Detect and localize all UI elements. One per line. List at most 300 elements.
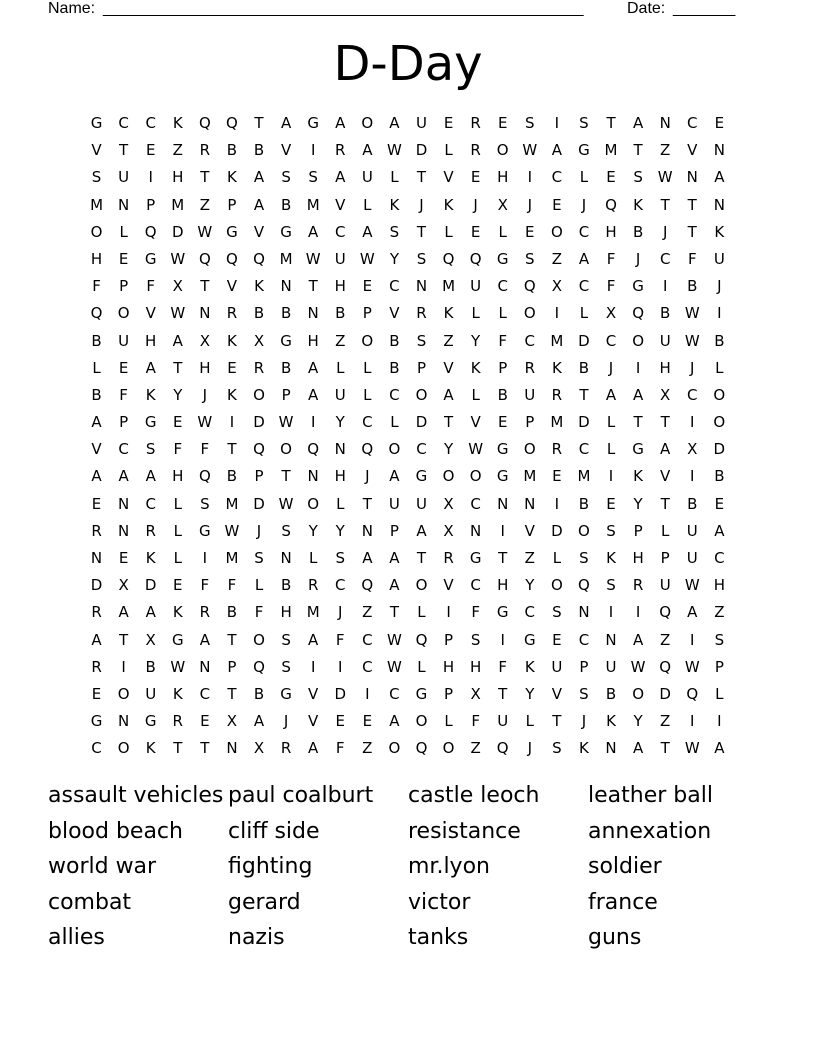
- grid-letter: W: [386, 630, 402, 649]
- grid-letter: B: [389, 331, 400, 350]
- word-list-item: blood beach: [48, 818, 183, 844]
- grid-letter: O: [632, 684, 644, 703]
- grid-letter: B: [145, 657, 156, 676]
- grid-letter: S: [145, 440, 156, 459]
- grid-letter: R: [443, 549, 454, 567]
- grid-letter: W: [197, 413, 213, 432]
- grid-letter: W: [468, 440, 484, 459]
- grid-letter: S: [416, 331, 427, 350]
- grid-letter: D: [253, 494, 265, 513]
- grid-letter: J: [608, 358, 614, 377]
- grid-letter: S: [552, 739, 562, 758]
- grid-letter: M: [442, 277, 456, 296]
- grid-letter: T: [552, 712, 562, 731]
- grid-letter: F: [335, 739, 345, 758]
- grid-letter: F: [173, 440, 183, 459]
- grid-letter: I: [148, 168, 153, 187]
- grid-letter: Y: [335, 413, 345, 432]
- grid-letter: L: [363, 358, 372, 377]
- grid-letter: K: [633, 467, 644, 486]
- grid-letter: T: [633, 141, 643, 160]
- grid-letter: J: [662, 222, 668, 241]
- grid-letter: I: [527, 168, 532, 187]
- grid-letter: F: [606, 249, 616, 268]
- grid-letter: R: [91, 657, 102, 676]
- grid-letter: S: [606, 576, 616, 595]
- grid-letter: W: [684, 331, 700, 350]
- grid-letter: N: [118, 521, 130, 540]
- grid-letter: X: [253, 331, 265, 350]
- grid-letter: K: [145, 739, 156, 758]
- grid-letter: O: [550, 222, 563, 241]
- grid-letter: T: [227, 630, 237, 649]
- grid-letter: O: [117, 304, 130, 323]
- grid-letter: B: [226, 467, 238, 486]
- grid-letter: B: [253, 304, 265, 323]
- grid-letter: C: [470, 494, 481, 513]
- grid-letter: G: [496, 440, 509, 459]
- grid-letter: R: [91, 603, 102, 622]
- grid-letter: V: [389, 304, 400, 323]
- grid-letter: U: [713, 249, 725, 268]
- grid-letter: U: [524, 385, 536, 404]
- grid-letter: A: [145, 603, 156, 622]
- grid-letter: U: [118, 168, 130, 187]
- grid-letter: B: [226, 603, 238, 622]
- grid-letter: P: [227, 657, 237, 676]
- grid-row: [83, 681, 733, 708]
- grid-letter: X: [551, 277, 562, 296]
- grid-letter: O: [523, 440, 536, 459]
- grid-row: [83, 491, 733, 518]
- grid-letter: H: [469, 657, 482, 676]
- word-list-item: resistance: [408, 818, 521, 844]
- grid-letter: O: [388, 739, 401, 758]
- grid-letter: E: [525, 222, 535, 241]
- grid-letter: T: [660, 195, 670, 214]
- grid-letter: O: [280, 440, 292, 459]
- grid-letter: V: [443, 168, 454, 187]
- grid-letter: R: [335, 141, 346, 160]
- grid-letter: N: [686, 168, 698, 187]
- grid-letter: L: [417, 657, 426, 676]
- grid-letter: G: [496, 603, 509, 622]
- grid-letter: B: [91, 331, 102, 350]
- grid-letter: N: [280, 549, 292, 567]
- date-blank-line: _______: [673, 0, 736, 17]
- grid-letter: I: [310, 413, 316, 432]
- grid-letter: C: [497, 277, 508, 296]
- grid-letter: Y: [525, 576, 535, 595]
- grid-letter: M: [306, 195, 320, 214]
- grid-letter: T: [579, 385, 589, 404]
- grid-letter: T: [687, 195, 697, 214]
- grid-letter: G: [415, 467, 428, 486]
- grid-letter: G: [496, 467, 509, 486]
- grid-letter: B: [632, 222, 644, 241]
- grid-letter: K: [145, 549, 156, 567]
- grid-letter: C: [687, 385, 698, 404]
- grid-letter: U: [686, 521, 698, 540]
- grid-letter: N: [605, 739, 617, 758]
- grid-letter: A: [308, 222, 319, 241]
- word-list-item: mr.lyon: [408, 854, 490, 879]
- grid-letter: O: [253, 385, 265, 404]
- grid-letter: F: [92, 277, 101, 296]
- grid-letter: C: [578, 277, 590, 296]
- grid-letter: S: [714, 630, 725, 649]
- grid-letter: O: [632, 331, 644, 350]
- grid-row: [83, 654, 733, 681]
- grid-letter: I: [338, 657, 343, 676]
- grid-letter: M: [171, 195, 185, 214]
- grid-letter: Q: [442, 249, 455, 268]
- grid-letter: O: [523, 304, 536, 323]
- grid-letter: S: [281, 657, 291, 676]
- grid-letter: W: [386, 657, 402, 676]
- grid-letter: O: [415, 712, 428, 731]
- word-list-item: nazis: [228, 925, 285, 950]
- grid-letter: Y: [525, 684, 535, 703]
- grid-letter: E: [173, 413, 183, 432]
- grid-letter: K: [227, 385, 237, 404]
- grid-row: [83, 328, 733, 355]
- grid-letter: M: [225, 494, 239, 513]
- grid-letter: B: [91, 385, 102, 404]
- grid-letter: Y: [633, 712, 643, 731]
- grid-letter: T: [200, 277, 210, 296]
- grid-letter: D: [551, 521, 563, 540]
- grid-letter: V: [308, 684, 319, 703]
- grid-letter: P: [579, 657, 589, 676]
- grid-letter: H: [442, 657, 455, 676]
- grid-letter: S: [579, 684, 589, 703]
- grid-letter: Q: [253, 249, 265, 268]
- grid-letter: R: [551, 440, 563, 459]
- grid-letter: T: [227, 684, 237, 703]
- grid-letter: T: [200, 168, 210, 187]
- grid-letter: I: [690, 630, 695, 649]
- grid-letter: I: [690, 712, 695, 731]
- grid-letter: J: [581, 712, 587, 731]
- word-list-item: tanks: [408, 925, 469, 950]
- grid-letter: Q: [415, 630, 428, 649]
- grid-letter: V: [687, 141, 698, 160]
- grid-row: [83, 627, 733, 654]
- grid-letter: P: [660, 549, 670, 567]
- grid-letter: I: [365, 684, 370, 703]
- grid-letter: F: [687, 249, 697, 268]
- grid-letter: J: [256, 521, 262, 540]
- grid-letter: K: [470, 358, 481, 377]
- grid-letter: F: [498, 331, 508, 350]
- grid-letter: X: [145, 630, 156, 649]
- grid-letter: W: [170, 249, 186, 268]
- grid-letter: S: [552, 603, 562, 622]
- grid-letter: E: [145, 141, 156, 160]
- grid-letter: Q: [605, 195, 617, 214]
- grid-letter: J: [202, 385, 208, 404]
- date-label: Date:: [627, 0, 666, 17]
- grid-letter: S: [633, 168, 643, 187]
- grid-letter: I: [310, 657, 316, 676]
- grid-letter: C: [389, 385, 400, 404]
- grid-letter: K: [227, 331, 237, 350]
- grid-letter: V: [308, 712, 319, 731]
- word-list-item: soldier: [588, 854, 662, 879]
- grid-letter: W: [684, 657, 700, 676]
- grid-letter: R: [199, 141, 211, 160]
- grid-letter: S: [525, 249, 535, 268]
- grid-letter: A: [362, 222, 373, 241]
- grid-letter: A: [91, 413, 102, 432]
- grid-letter: R: [470, 114, 481, 132]
- grid-letter: A: [145, 467, 156, 486]
- grid-row: [83, 110, 733, 137]
- grid-letter: B: [687, 277, 698, 296]
- grid-letter: R: [145, 521, 156, 540]
- grid-letter: P: [281, 385, 291, 404]
- name-date-header: [48, 0, 748, 20]
- grid-letter: B: [389, 358, 400, 377]
- grid-letter: Z: [660, 630, 671, 649]
- grid-letter: Z: [660, 712, 671, 731]
- grid-letter: G: [469, 549, 482, 567]
- grid-letter: A: [362, 549, 373, 567]
- grid-letter: G: [523, 630, 536, 649]
- grid-letter: E: [606, 168, 616, 187]
- grid-letter: V: [470, 413, 481, 432]
- grid-letter: Y: [633, 494, 643, 513]
- grid-letter: M: [523, 467, 537, 486]
- grid-letter: J: [527, 195, 532, 214]
- grid-letter: U: [605, 657, 617, 676]
- grid-letter: N: [199, 657, 211, 676]
- grid-letter: L: [606, 440, 616, 459]
- word-list-item: victor: [408, 889, 471, 915]
- grid-letter: I: [554, 494, 560, 513]
- grid-letter: H: [713, 576, 725, 595]
- grid-letter: X: [605, 304, 617, 323]
- word-list-item: gerard: [228, 889, 301, 915]
- grid-letter: T: [660, 494, 670, 513]
- grid-letter: S: [579, 549, 589, 567]
- grid-letter: G: [171, 630, 184, 649]
- page-title: D-Day: [333, 36, 483, 92]
- grid-letter: I: [608, 467, 614, 486]
- grid-letter: A: [660, 440, 671, 459]
- grid-letter: C: [91, 739, 102, 758]
- letter-grid: [83, 110, 733, 763]
- grid-letter: N: [280, 277, 292, 296]
- grid-letter: I: [500, 630, 505, 649]
- grid-row: [83, 273, 733, 300]
- grid-letter: O: [713, 413, 726, 432]
- grid-letter: K: [172, 684, 183, 703]
- grid-letter: W: [657, 168, 673, 187]
- grid-letter: A: [253, 195, 265, 214]
- grid-letter: U: [334, 385, 346, 404]
- grid-letter: J: [635, 249, 641, 268]
- grid-letter: Z: [443, 331, 454, 350]
- grid-row: [83, 300, 733, 327]
- grid-letter: C: [118, 440, 129, 459]
- grid-letter: X: [497, 195, 508, 214]
- grid-letter: J: [527, 739, 532, 758]
- grid-letter: R: [253, 358, 265, 377]
- grid-letter: H: [334, 467, 346, 486]
- grid-letter: W: [224, 521, 240, 540]
- grid-letter: L: [308, 549, 318, 567]
- grid-letter: N: [307, 467, 319, 486]
- grid-letter: G: [144, 413, 157, 432]
- grid-letter: P: [714, 657, 724, 676]
- grid-letter: L: [471, 385, 480, 404]
- grid-letter: R: [280, 739, 292, 758]
- grid-letter: K: [606, 712, 616, 731]
- word-list-item: castle leoch: [408, 783, 540, 808]
- grid-letter: P: [498, 358, 508, 377]
- grid-letter: A: [253, 712, 265, 731]
- grid-row: [83, 735, 733, 762]
- grid-letter: C: [389, 684, 400, 703]
- grid-letter: I: [635, 603, 641, 622]
- grid-letter: M: [550, 331, 564, 350]
- grid-letter: E: [470, 168, 481, 187]
- grid-letter: C: [524, 331, 536, 350]
- grid-letter: A: [714, 521, 725, 540]
- grid-letter: Y: [471, 331, 481, 350]
- grid-letter: A: [91, 467, 102, 486]
- grid-letter: Q: [496, 739, 509, 758]
- grid-letter: G: [307, 114, 319, 132]
- grid-letter: I: [446, 603, 451, 622]
- grid-letter: P: [119, 413, 129, 432]
- word-list-item: paul coalburt: [228, 783, 374, 808]
- grid-letter: J: [581, 195, 587, 214]
- grid-letter: C: [362, 413, 373, 432]
- grid-letter: E: [173, 576, 183, 595]
- grid-letter: Q: [361, 440, 374, 459]
- grid-letter: T: [416, 549, 427, 567]
- grid-letter: J: [419, 195, 424, 214]
- grid-letter: J: [365, 467, 370, 486]
- grid-letter: A: [172, 331, 183, 350]
- grid-letter: H: [199, 358, 211, 377]
- grid-letter: C: [416, 440, 427, 459]
- grid-letter: R: [551, 385, 563, 404]
- grid-letter: T: [498, 684, 508, 703]
- grid-letter: W: [684, 739, 700, 758]
- grid-letter: G: [578, 141, 590, 160]
- grid-letter: N: [199, 304, 211, 323]
- grid-letter: B: [280, 304, 292, 323]
- grid-letter: Z: [335, 331, 346, 350]
- grid-letter: Q: [415, 739, 428, 758]
- grid-letter: I: [554, 304, 560, 323]
- grid-letter: U: [686, 549, 698, 567]
- grid-letter: Z: [714, 603, 725, 622]
- name-label: Name:: [48, 0, 96, 17]
- grid-letter: U: [470, 277, 482, 296]
- grid-letter: E: [227, 358, 237, 377]
- grid-letter: N: [470, 521, 482, 540]
- grid-letter: L: [417, 603, 426, 622]
- grid-letter: Q: [361, 576, 374, 595]
- grid-letter: X: [199, 331, 210, 350]
- grid-letter: S: [281, 168, 291, 187]
- grid-letter: X: [443, 521, 454, 540]
- grid-letter: A: [335, 168, 346, 187]
- grid-letter: C: [714, 549, 725, 567]
- grid-letter: G: [496, 249, 509, 268]
- grid-letter: H: [659, 358, 671, 377]
- grid-letter: I: [662, 277, 668, 296]
- grid-letter: E: [606, 494, 616, 513]
- grid-letter: B: [687, 494, 698, 513]
- grid-letter: E: [118, 549, 129, 567]
- grid-letter: S: [281, 521, 291, 540]
- grid-letter: K: [579, 739, 589, 758]
- grid-letter: G: [632, 440, 644, 459]
- grid-letter: S: [579, 114, 589, 132]
- grid-letter: P: [416, 358, 426, 377]
- grid-letter: V: [280, 141, 292, 160]
- grid-letter: N: [118, 494, 130, 513]
- grid-letter: T: [281, 467, 291, 486]
- grid-letter: O: [361, 331, 374, 350]
- grid-letter: M: [90, 195, 104, 214]
- word-list-item: combat: [48, 889, 132, 915]
- grid-letter: E: [714, 114, 725, 132]
- grid-letter: B: [578, 358, 590, 377]
- grid-letter: B: [497, 385, 508, 404]
- grid-letter: L: [444, 712, 453, 731]
- grid-letter: R: [524, 358, 535, 377]
- grid-letter: W: [630, 657, 646, 676]
- grid-letter: G: [226, 222, 238, 241]
- grid-letter: A: [605, 385, 617, 404]
- grid-letter: P: [362, 304, 372, 323]
- grid-letter: E: [443, 114, 454, 132]
- grid-letter: K: [443, 304, 454, 323]
- grid-letter: F: [119, 385, 128, 404]
- grid-letter: O: [307, 494, 320, 513]
- grid-letter: I: [121, 657, 126, 676]
- grid-letter: H: [172, 467, 184, 486]
- grid-letter: T: [606, 114, 616, 132]
- grid-letter: Q: [198, 467, 211, 486]
- grid-letter: D: [334, 684, 347, 703]
- grid-letter: N: [713, 141, 725, 160]
- grid-letter: N: [226, 739, 238, 758]
- grid-letter: A: [280, 114, 292, 132]
- grid-letter: L: [498, 222, 507, 241]
- grid-letter: B: [578, 494, 590, 513]
- grid-letter: E: [470, 222, 481, 241]
- grid-letter: P: [525, 413, 535, 432]
- grid-letter: P: [633, 521, 643, 540]
- grid-letter: R: [199, 603, 211, 622]
- grid-letter: G: [199, 521, 211, 540]
- grid-letter: Z: [660, 141, 671, 160]
- word-list-item: world war: [48, 854, 157, 879]
- grid-letter: N: [307, 304, 319, 323]
- grid-letter: V: [660, 467, 671, 486]
- grid-letter: C: [362, 657, 373, 676]
- grid-letter: W: [522, 141, 538, 160]
- grid-letter: A: [632, 739, 644, 758]
